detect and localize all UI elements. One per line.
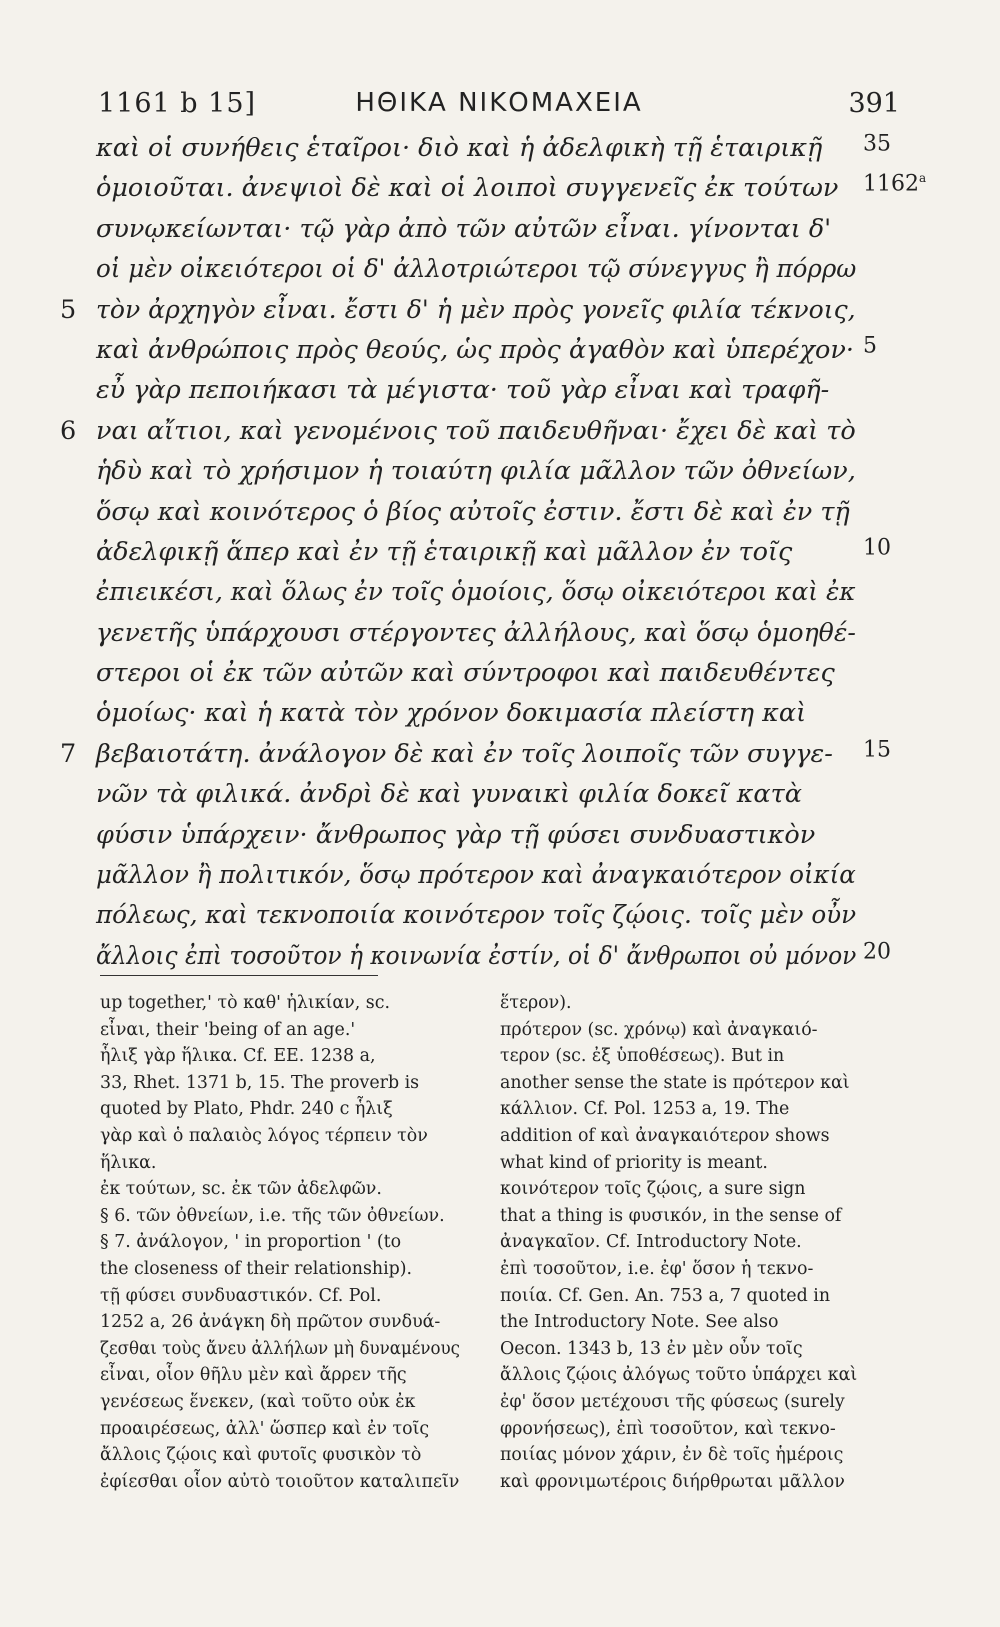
note-line: ποιία. Cf. Gen. An. 753 a, 7 quoted in — [500, 1285, 831, 1306]
bekker-line-number — [863, 333, 877, 358]
note-line: πρότερον (sc. χρόνῳ) καὶ ἀναγκαιό- — [500, 1019, 818, 1040]
line-text: τὸν ἀρχηγὸν εἶναι. ἔστι δ' ἡ μὲν πρὸς γονεῖς φιλία τέκνοις, — [96, 294, 856, 325]
line-text: ναι αἴτιοι, καὶ γενομένοις τοῦ παιδευθῆναι· ἔχει δὲ καὶ τὸ — [96, 415, 856, 446]
note-line: § 7. ἀνάλογον, ' in proportion ' (to — [100, 1232, 402, 1253]
note-line: τῇ φύσει συνδυαστικόν. Cf. Pol. — [100, 1285, 382, 1306]
note-line: προαιρέσεως, ἀλλ' ὥσπερ καὶ ἐν τοῖς — [100, 1418, 430, 1439]
note-line: ἐφίεσθαι οἷον αὐτὸ τοιοῦτον καταλιπεῖν — [100, 1471, 460, 1492]
bekker-number-text: 5 — [863, 333, 877, 359]
line-text: ὁμοίως· καὶ ἡ κατὰ τὸν χρόνον δοκιμασία πλείστη καὶ — [96, 698, 807, 729]
line-text: φύσιν ὑπάρχειν· ἄνθρωπος γὰρ τῇ φύσει συνδυαστικὸν — [96, 819, 816, 850]
header-reference: 1161 b 15] — [98, 88, 257, 119]
note-line: ἀναγκαῖον. Cf. Introductory Note. — [500, 1232, 802, 1253]
text-line — [60, 773, 920, 813]
line-text: ἄλλοις ἐπὶ τοσοῦτον ἡ κοινωνία ἐστίν, οἱ δ' ἄνθρωποι οὐ μόνον — [96, 940, 857, 971]
text-line — [60, 208, 920, 248]
note-line: another sense the state is πρότερον καὶ — [500, 1072, 850, 1093]
line-text: ἡδὺ καὶ τὸ χρήσιμον ἡ τοιαύτη φιλία μᾶλλον τῶν ὀθνείων, — [96, 456, 856, 487]
text-line — [60, 612, 920, 652]
text-line — [60, 652, 920, 692]
line-text: συνῳκείωνται· τῷ γὰρ ἀπὸ τῶν αὐτῶν εἶναι. γίνονται δ' — [96, 213, 832, 244]
note-line: ἧλιξ γὰρ ἥλικα. Cf. EE. 1238 a, — [100, 1046, 376, 1067]
text-line — [60, 289, 920, 329]
text-line — [60, 692, 920, 732]
note-line: § 6. τῶν ὀθνείων, i.e. τῆς τῶν ὀθνείων. — [100, 1205, 445, 1226]
text-line — [60, 733, 920, 773]
text-line — [60, 571, 920, 611]
note-line: addition of καὶ ἀναγκαιότερον shows — [500, 1125, 830, 1146]
line-text: καὶ ἀνθρώποις πρὸς θεούς, ὡς πρὸς ἀγαθὸν καὶ ὑπερέχον· — [96, 334, 855, 365]
bekker-line-number — [863, 131, 891, 156]
line-text: πόλεως, καὶ τεκνοποιία κοινότερον τοῖς ζῴοις. τοῖς μὲν οὖν — [96, 900, 857, 931]
line-text: ἀδελφικῇ ἅπερ καὶ ἐν τῇ ἑταιρικῇ καὶ μᾶλλον ἐν τοῖς — [96, 536, 793, 567]
note-line: ἐκ τούτων, sc. ἐκ τῶν ἀδελφῶν. — [100, 1179, 382, 1200]
text-line — [60, 410, 920, 450]
note-line: 33, Rhet. 1371 b, 15. The proverb is — [100, 1072, 420, 1093]
note-line: Oecon. 1343 b, 13 ἐν μὲν οὖν τοῖς — [500, 1338, 803, 1359]
note-line: εἶναι, their 'being of an age.' — [100, 1019, 356, 1040]
bekker-number-text: 35 — [863, 131, 891, 157]
section-number: 6 — [60, 415, 77, 446]
note-line: καὶ φρονιμωτέροις διήρθρωται μᾶλλον — [500, 1471, 845, 1492]
note-line: ἕτερον). — [500, 993, 572, 1013]
note-line: κοινότερον τοῖς ζῴοις, a sure sign — [500, 1179, 806, 1200]
line-text: ὁμοιοῦται. ἀνεψιοὶ δὲ καὶ οἱ λοιποὶ συγγενεῖς ἐκ τούτων — [96, 173, 839, 204]
note-line: the closeness of their relationship). — [100, 1258, 413, 1279]
text-line — [60, 167, 927, 207]
bekker-column-letter: a — [919, 171, 927, 186]
page-number: 391 — [848, 88, 900, 119]
note-line: ἄλλοις ζῴοις ἀλόγως τοῦτο ὑπάρχει καὶ — [500, 1365, 858, 1386]
line-text: βεβαιοτάτη. ἀνάλογον δὲ καὶ ἐν τοῖς λοιποῖς τῶν συγγε- — [96, 738, 833, 769]
note-line: τερον (sc. ἐξ ὑποθέσεως). But in — [500, 1046, 785, 1067]
line-text: μᾶλλον ἢ πολιτικόν, ὅσῳ πρότερον καὶ ἀναγκαιότερον οἰκία — [96, 860, 856, 891]
line-text: οἱ μὲν οἰκειότεροι οἱ δ' ἀλλοτριώτεροι τῷ σύνεγγυς ἢ πόρρω — [96, 254, 857, 285]
bekker-line-number — [863, 737, 891, 762]
note-line: γὰρ καὶ ὁ παλαιὸς λόγος τέρπειν τὸν — [100, 1125, 428, 1146]
line-text: καὶ οἱ συνήθεις ἑταῖροι· διὸ καὶ ἡ ἀδελφικὴ τῇ ἑταιρικῇ — [96, 133, 823, 163]
text-line — [60, 531, 920, 571]
footnote-rule — [100, 975, 378, 976]
text-line — [60, 814, 920, 854]
bekker-line-number — [863, 171, 926, 196]
bekker-number-text: 1162 — [863, 171, 919, 197]
note-line: φρονήσεως), ἐπὶ τοσοῦτον, καὶ τεκνο- — [500, 1418, 836, 1439]
text-line — [60, 894, 920, 934]
section-number: 5 — [60, 294, 77, 325]
section-number: 7 — [60, 738, 77, 769]
note-line: γενέσεως ἕνεκεν, (καὶ τοῦτο οὐκ ἐκ — [100, 1391, 416, 1412]
line-text: νῶν τὰ φιλικά. ἀνδρὶ δὲ καὶ γυναικὶ φιλία δοκεῖ κατὰ — [96, 779, 802, 810]
text-line — [60, 127, 920, 167]
line-text: στεροι οἱ ἐκ τῶν αὐτῶν καὶ σύντροφοι καὶ παιδευθέντες — [96, 658, 835, 689]
note-line: κάλλιον. Cf. Pol. 1253 a, 19. The — [500, 1099, 790, 1120]
note-line: ἐπὶ τοσοῦτον, i.e. ἐφ' ὅσον ἡ τεκνο- — [500, 1258, 814, 1279]
text-line — [60, 935, 920, 975]
text-line — [60, 450, 920, 490]
note-line: that a thing is φυσικόν, in the sense of — [500, 1205, 842, 1226]
line-text: ὅσῳ καὶ κοινότερος ὁ βίος αὐτοῖς ἐστιν. ἔστι δὲ καὶ ἐν τῇ — [96, 496, 850, 527]
text-line — [60, 248, 920, 288]
text-line — [60, 329, 920, 369]
greek-main-text — [60, 127, 927, 975]
line-text: γενετῆς ὑπάρχουσι στέργοντες ἀλλήλους, καὶ ὅσῳ ὁμοηθέ- — [96, 617, 856, 648]
bekker-line-number — [863, 535, 891, 560]
note-line: what kind of priority is meant. — [500, 1152, 768, 1173]
note-line: ποιίας μόνον χάριν, ἐν δὲ τοῖς ἡμέροις — [500, 1445, 844, 1466]
line-text: εὖ γὰρ πεποιήκασι τὰ μέγιστα· τοῦ γὰρ εἶναι καὶ τραφῆ- — [96, 375, 830, 406]
text-line — [60, 491, 920, 531]
note-line: ζεσθαι τοὺς ἄνευ ἀλλήλων μὴ δυναμένους — [100, 1338, 461, 1359]
note-line: up together,' τὸ καθ' ἡλικίαν, sc. — [100, 993, 390, 1013]
bekker-line-number — [863, 939, 891, 964]
note-line: quoted by Plato, Phdr. 240 c ἧλιξ — [100, 1099, 393, 1120]
note-line: ἄλλοις ζῴοις καὶ φυτοῖς φυσικὸν τὸ — [100, 1445, 422, 1466]
text-line — [60, 854, 920, 894]
notes-right-column — [500, 990, 860, 1495]
note-line: ἐφ' ὅσον μετέχουσι τῆς φύσεως (surely — [500, 1391, 845, 1412]
note-line: the Introductory Note. See also — [500, 1312, 779, 1333]
text-line — [60, 369, 920, 409]
note-line: ἥλικα. — [100, 1152, 157, 1173]
notes-left-column — [100, 990, 460, 1495]
note-line: εἶναι, οἷον θῆλυ μὲν καὶ ἄρρεν τῆς — [100, 1365, 407, 1386]
running-header — [98, 88, 900, 128]
bekker-number-text: 15 — [863, 737, 891, 763]
bekker-number-text: 20 — [863, 939, 891, 965]
note-line: 1252 a, 26 ἀνάγκη δὴ πρῶτον συνδυά- — [100, 1312, 441, 1333]
bekker-number-text: 10 — [863, 535, 891, 561]
header-title: ΗΘΙΚΑ ΝΙΚΟΜΑΧΕΙΑ — [355, 88, 643, 118]
line-text: ἐπιεικέσι, καὶ ὅλως ἐν τοῖς ὁμοίοις, ὅσῳ οἰκειότεροι καὶ ἐκ — [96, 577, 856, 608]
